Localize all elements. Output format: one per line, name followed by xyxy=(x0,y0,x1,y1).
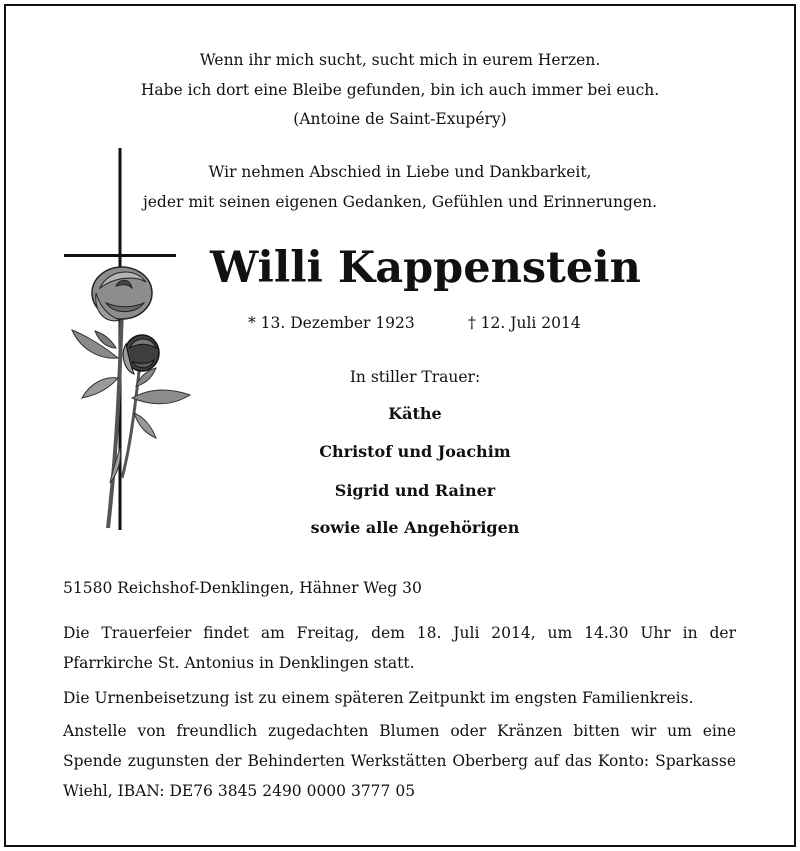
mourner-name: Käthe xyxy=(388,404,442,423)
quote-line-1: Wenn ihr mich sucht, sucht mich in eurem Herzen. xyxy=(199,51,601,69)
rose-icon xyxy=(72,267,190,528)
mourner-name: Sigrid und Rainer xyxy=(334,481,496,500)
mourner-name: sowie alle Angehörigen xyxy=(310,518,520,537)
deceased-name: Willi Kappenstein xyxy=(210,243,641,293)
family-address: 51580 Reichshof-Denklingen, Hähner Weg 30 xyxy=(63,579,422,597)
mourner-name: Christof und Joachim xyxy=(319,442,511,461)
cross-with-roses-illustration xyxy=(60,148,200,538)
farewell-line-1: Wir nehmen Abschied in Liebe und Dankbarkeit, xyxy=(208,163,592,181)
quote-line-2: Habe ich dort eine Bleibe gefunden, bin ich auch immer bei euch. xyxy=(140,81,660,99)
death-date: † 12. Juli 2014 xyxy=(468,314,581,332)
quote-attribution: (Antoine de Saint-Exupéry) xyxy=(293,110,507,128)
urn-burial-notice: Die Urnenbeisetzung ist zu einem späteren Zeitpunkt im engsten Familienkreis. xyxy=(63,689,694,707)
farewell-line-2: jeder mit seinen eigenen Gedanken, Gefühlen und Erinnerungen. xyxy=(142,193,658,211)
funeral-notice: Die Trauerfeier findet am Freitag, dem 18. Juli 2014, um 14.30 Uhr in der Pfarrkirche St. Antonius in Denklingen statt. xyxy=(63,624,736,672)
donation-notice: Anstelle von freundlich zugedachten Blumen oder Kränzen bitten wir um eine Spende zugunsten der Behinderten Werkstätten Oberberg auf das Konto: Sparkasse Wiehl, IBAN: DE76 3845 2490 0000 3777 05 xyxy=(63,722,736,800)
mourners-intro: In stiller Trauer: xyxy=(349,368,481,386)
birth-date: * 13. Dezember 1923 xyxy=(248,314,415,332)
